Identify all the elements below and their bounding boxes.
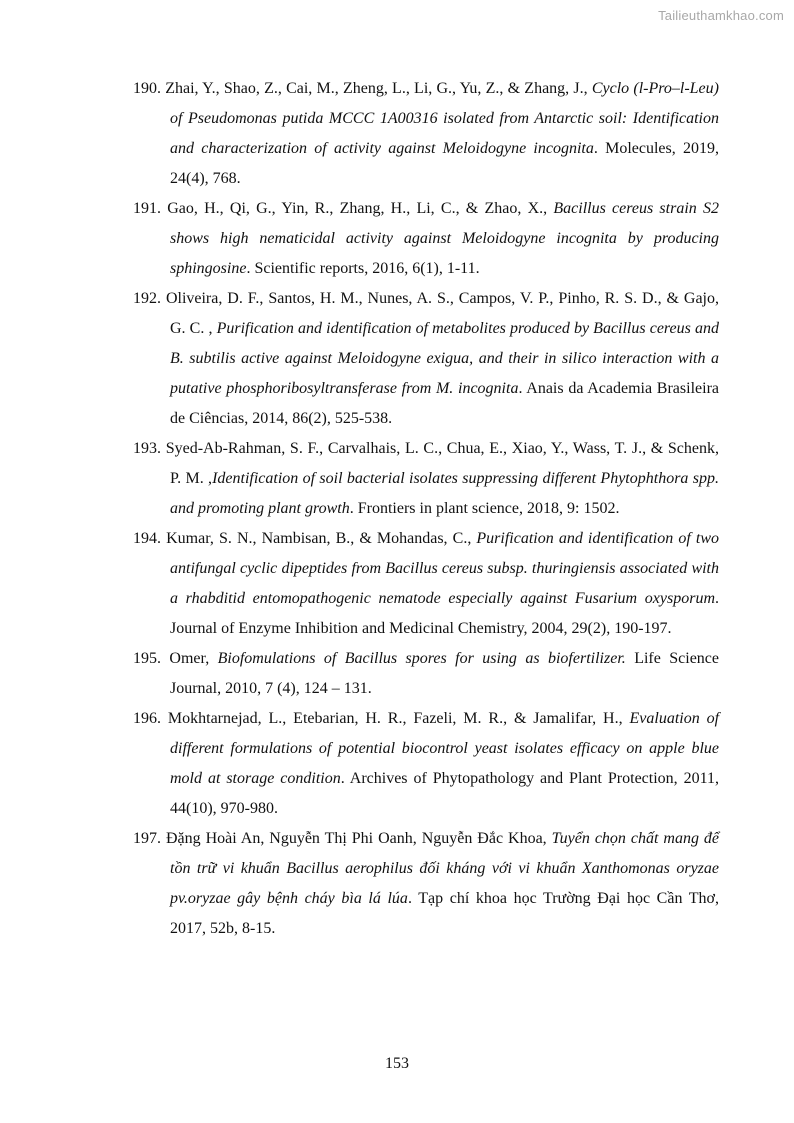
- ref-title: Purification and identification of metabolites produced by Bacillus cereus and B. subtilis active against Meloidogyne exigua, and their in silico interaction with a putative phosphoribosyltransferase from M. incognita: [170, 320, 719, 397]
- ref-authors: Kumar, S. N., Nambisan, B., & Mohandas, C.,: [166, 530, 472, 547]
- ref-source: . Tạp chí khoa học Trường Đại học Cần Thơ, 2017, 52b, 8-15.: [170, 890, 720, 937]
- ref-number: 195.: [133, 650, 161, 667]
- ref-authors: Đặng Hoài An, Nguyễn Thị Phi Oanh, Nguyễn Đắc Khoa,: [165, 830, 547, 847]
- ref-source: . Frontiers in plant science, 2018, 9: 1502.: [349, 500, 620, 517]
- ref-number: 196.: [133, 710, 161, 727]
- ref-authors: Gao, H., Qi, G., Yin, R., Zhang, H., Li, C., & Zhao, X.,: [167, 200, 548, 217]
- ref-authors: Zhai, Y., Shao, Z., Cai, M., Zheng, L., Li, G., Yu, Z., & Zhang, J.,: [165, 80, 588, 97]
- ref-number: 191.: [133, 200, 161, 217]
- ref-title: Biofomulations of Bacillus spores for using as biofertilizer.: [217, 650, 626, 667]
- reference-item: [133, 704, 719, 824]
- ref-title: Purification and identification of two antifungal cyclic dipeptides from Bacillus cereus subsp. thuringiensis associated with a rhabditid entomopathogenic nematode especially against Fusarium oxysporum: [170, 530, 719, 607]
- ref-title: Cyclo (l-Pro–l-Leu) of Pseudomonas putida MCCC 1A00316 isolated from Antarctic soil: Identification and characterization of activity against Meloidogyne incognita: [170, 80, 719, 157]
- ref-authors: Oliveira, D. F., Santos, H. M., Nunes, A. S., Campos, V. P., Pinho, R. S. D., & Gajo, G. C. ,: [165, 290, 720, 337]
- ref-source: . Scientific reports, 2016, 6(1), 1-11.: [246, 260, 480, 277]
- ref-authors: Omer,: [169, 650, 210, 667]
- ref-source: Life Science Journal, 2010, 7 (4), 124 – 131.: [170, 650, 720, 697]
- ref-source: . Archives of Phytopathology and Plant Protection, 2011, 44(10), 970-980.: [170, 770, 720, 817]
- ref-source: . Molecules, 2019, 24(4), 768.: [170, 140, 719, 187]
- ref-source: . Journal of Enzyme Inhibition and Medicinal Chemistry, 2004, 29(2), 190-197.: [170, 590, 719, 637]
- page-number: 153: [385, 1055, 409, 1072]
- watermark: Tailieuthamkhao.com: [658, 8, 784, 23]
- reference-item: [133, 644, 719, 704]
- ref-number: 197.: [133, 830, 161, 847]
- ref-authors: Syed-Ab-Rahman, S. F., Carvalhais, L. C., Chua, E., Xiao, Y., Wass, T. J., & Schenk, P. M. ,: [165, 440, 720, 487]
- ref-number: 194.: [133, 530, 161, 547]
- ref-title: Identification of soil bacterial isolates suppressing different Phytophthora spp. and promoting plant growth: [170, 470, 719, 517]
- reference-item: [133, 194, 719, 284]
- ref-number: 190.: [133, 80, 161, 97]
- reference-item: [133, 434, 719, 524]
- ref-source: . Anais da Academia Brasileira de Ciências, 2014, 86(2), 525-538.: [170, 380, 719, 427]
- reference-item: [133, 74, 719, 194]
- ref-title: Tuyển chọn chất mang để tồn trữ vi khuẩn Bacillus aerophilus đối kháng với vi khuẩn Xanthomonas oryzae pv.oryzae gây bệnh cháy bìa lá lúa: [170, 830, 720, 907]
- ref-authors: Mokhtarnejad, L., Etebarian, H. R., Fazeli, M. R., & Jamalifar, H.,: [167, 710, 623, 727]
- reference-item: [133, 824, 719, 944]
- reference-list: [133, 74, 719, 944]
- ref-title: Bacillus cereus strain S2 shows high nematicidal activity against Meloidogyne incognita by producing sphingosine: [170, 200, 720, 277]
- ref-number: 193.: [133, 440, 161, 457]
- ref-title: Evaluation of different formulations of potential biocontrol yeast isolates efficacy on apple blue mold at storage condition: [170, 710, 720, 787]
- reference-item: [133, 284, 719, 434]
- ref-number: 192.: [133, 290, 161, 307]
- reference-item: [133, 524, 719, 644]
